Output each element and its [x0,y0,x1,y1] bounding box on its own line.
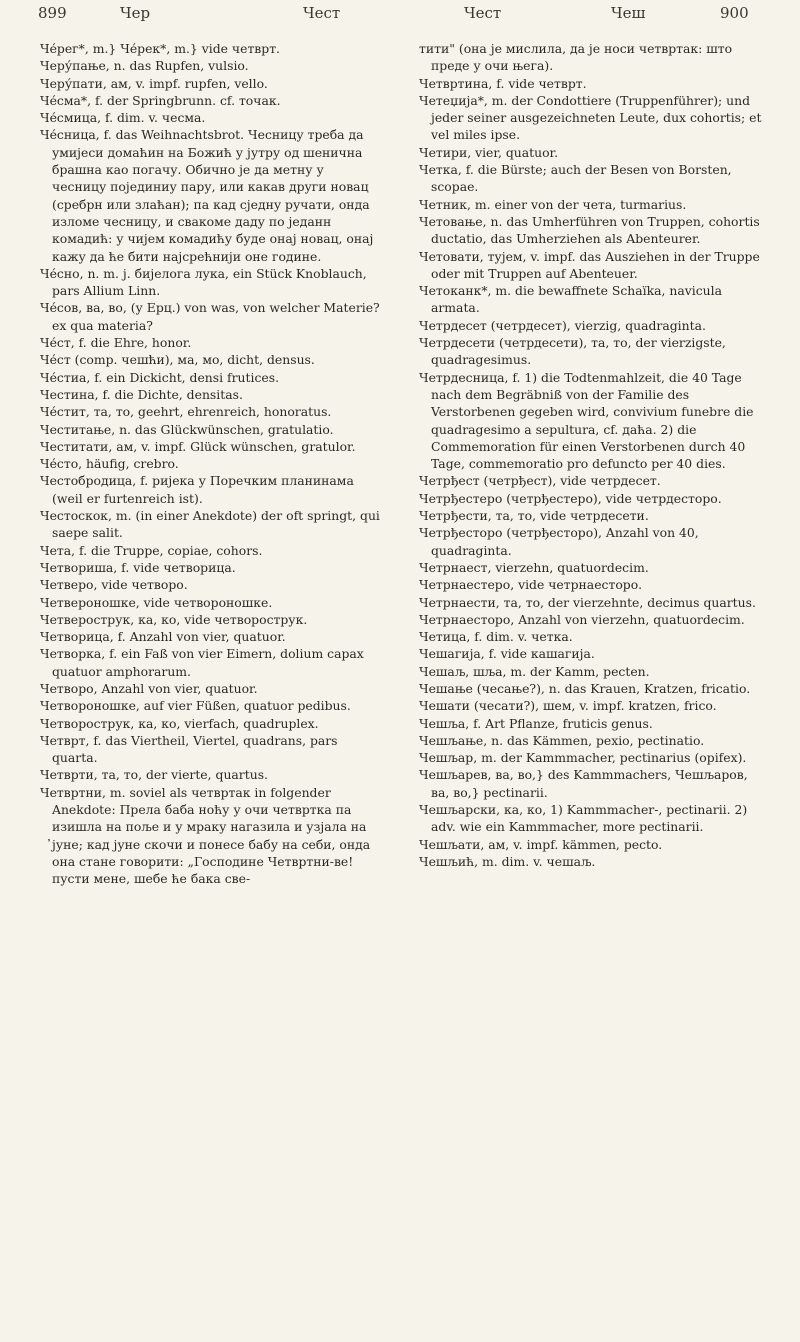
left-guide-word-2: Чест [303,4,341,22]
dictionary-entry: Че́сто, häufig, crebro. [40,456,179,472]
dictionary-entry: Чешати (чесати?), шем, v. impf. kratzen, frico. [419,698,717,714]
dictionary-entry: Четка, f. die Bürste; auch der Besen von Borsten, scopae. [419,162,732,195]
dictionary-entry: Четрђести, та, то, vide четрдесети. [419,508,649,524]
dictionary-entry: Четвороношке, auf vier Füßen, quatuor pedibus. [40,698,351,714]
dictionary-entry: Четрђесторо (четрђесторо), Anzahl von 40, quadraginta. [419,525,699,558]
dictionary-entry: Четовање, n. das Umherführen von Truppen, cohortis ductatio, das Umherziehen als Abenteurer. [419,213,760,247]
dictionary-entry: Честитати, ам, v. impf. Glück wünschen, gratulor. [40,438,356,454]
dictionary-entry: Четврт, f. das Viertheil, Viertel, quadrans, pars quarta. [40,732,338,766]
right-column [419,40,768,1336]
dictionary-entry: тити" (она је мислила, да је носи четвртак: што преде у очи њега). [419,41,733,74]
dictionary-entry: Чешљарски, ка, ко, 1) Kammmacher-, pectinarii. 2) adv. wie ein Kammmacher, more pectinarii. [419,802,748,835]
dictionary-entry: Четворка, f. ein Faß von vier Eimern, dolium capax quatuor amphorarum. [40,646,364,679]
left-column [40,40,380,1336]
dictionary-entry: Четверострук, ка, ко, vide четворострук. [40,611,308,627]
dictionary-entry: Четник, m. einer von der чета, turmarius. [419,196,687,212]
dictionary-entry: Чешање (чесање?), n. das Krauen, Kratzen, fricatio. [419,680,751,696]
dictionary-entry: Четрнаест, vierzehn, quatuordecim. [419,559,649,575]
dictionary-entry: Четрдесница, f. 1) die Todtenmahlzeit, die 40 Tage nach dem Begräbniß von der Familie des Verstorbenen gegeben wird, convivium funebre die quadragesimo a sepultura, cf. даћа. 2) die Commemoration für einen Verstorbenen durch 40 Tage, commemoratio pro defuncto per 40 dies. [419,369,754,472]
dictionary-entry: Че́рег*, m.} Че́рек*, m.} vide четврт. [40,41,280,56]
dictionary-entry: Че́ст, f. die Ehre, honor. [40,335,192,351]
dictionary-entry: Чешља, f. Art Pflanze, fruticis genus. [419,715,653,731]
dictionary-entry: Че́смица, f. dim. v. чесма. [40,110,206,126]
dictionary-entry: Четрнаестеро, vide четрнаесторо. [419,577,643,593]
dictionary-entry: Четовати, тујем, v. impf. das Ausziehen in der Truppe oder mit Truppen auf Abenteuer. [419,248,760,281]
dictionary-entry: Четвртина, f. vide четврт. [419,75,587,91]
dictionary-entry: Че́сов, ва, во, (у Ерц.) von was, von welcher Materie? ex qua materia? [40,300,380,333]
dictionary-entry: Че́сница, f. das Weihnachtsbrot. Чесницу треба да умијеси домаћин на Божић у јутру од шенична брашна као погачу. Обично је да метну у чесницу појединиу пару, или какав други новац (сребрн или злаћан); па кад сједну ручати, онда изломе чесницу, и свакоме даду по једанн комадић: у чијем комадићу буде онај новац, онај кажу да ће бити најсрећнији оне године. [40,127,374,264]
dictionary-entry: Че́стиа, f. ein Dickicht, densi frutices. [40,369,280,385]
dictionary-entry: Чешљар, m. der Kammmacher, pectinarius (opifex). [419,750,747,766]
dictionary-entry: Чешљање, n. das Kämmen, pexio, pectinatio. [419,732,705,748]
dictionary-entry: Четрнаести, та, то, der vierzehnte, decimus quartus. [419,594,756,610]
dictionary-entry: Четрдесети (четрдесети), та, то, der vierzigste, quadragesimus. [419,335,726,368]
dictionary-entry: Четвртни, m. soviel als четвртак in folgender Anekdote: Прела баба ноћу у очи четвртка па изишла на поље и у мраку нагазила и узјала на ̓јуне; кад јуне скочи и понесе бабу на себи, онда она стане говорити: „Господине Четвртни-ве! пусти мене, шебе ће бака све- [40,784,371,887]
dictionary-entry: Четвероношке, vide четвороношке. [40,594,273,610]
dictionary-entry: Четворо, Anzahl von vier, quatuor. [40,680,258,696]
right-guide-word-1: Чест [464,4,502,22]
dictionary-entry: Четрђест (четрђест), vide четрдесет. [419,473,661,489]
dictionary-entry: Четрнаесторо, Anzahl von vierzehn, quatuordecim. [419,611,745,627]
dictionary-entry: Четврти, та, то, der vierte, quartus. [40,767,268,783]
dictionary-entry: Чешљић, m. dim. v. чешаљ. [419,853,596,869]
left-guide-word-1: Чер [120,4,151,22]
dictionary-entry: Чета, f. die Truppe, copiae, cohors. [40,542,263,558]
dictionary-entry: Чешаљ, шља, m. der Kamm, pecten. [419,663,650,679]
dictionary-entry: Честоскок, m. (in einer Anekdote) der oft springt, qui saepe salit. [40,508,380,541]
right-guide-word-2: Чеш [611,4,646,22]
dictionary-entry: Че́сма*, f. der Springbrunn. cf. точак. [40,92,281,108]
dictionary-entry: Четица, f. dim. v. четка. [419,629,573,645]
dictionary-entry: Четворострук, ка, ко, vierfach, quadruplex. [40,715,319,731]
right-page-number: 900 [720,4,749,22]
dictionary-entry: Черу́пати, ам, v. impf. rupfen, vello. [40,75,268,91]
dictionary-entry: Четрдесет (четрдесет), vierzig, quadraginta. [419,317,706,333]
dictionary-entry: Чешљати, ам, v. impf. kämmen, pecto. [419,836,663,852]
dictionary-entry: Честина, f. die Dichte, densitas. [40,386,243,402]
dictionary-entry: Черу́пање, n. das Rupfen, vulsio. [40,58,249,74]
dictionary-entry: Че́стит, та, то, geehrt, ehrenreich, honoratus. [40,404,332,420]
dictionary-entry: Четоканк*, m. die bewaffnete Schaïka, navicula armata. [419,283,722,316]
dictionary-entry: Честитање, n. das Glückwünschen, gratulatio. [40,421,334,437]
dictionary-entry: Четеџија*, m. der Condottiere (Truppenführer); und jeder seiner ausgezeichneten Leute, dux cohortis; et vel miles ipse. [419,92,762,143]
dictionary-entry: Четворица, f. Anzahl von vier, quatuor. [40,629,286,645]
left-page-number: 899 [38,4,67,22]
dictionary-entry: Четвориша, f. vide четворица. [40,559,236,575]
dictionary-entry: Честобродица, f. ријека у Поречким планинама (weil er furtenreich ist). [40,473,354,506]
dictionary-entry: Чешљарев, ва, во,} des Kammmachers, Чешљаров, ва, во,} pectinarii. [419,767,748,800]
dictionary-entry: Че́сно, n. m. j. бијелога лука, ein Stück Knoblauch, pars Allium Linn. [40,265,367,299]
dictionary-entry: Четверо, vide четворо. [40,577,188,593]
dictionary-entry: Четрђестеро (четрђестеро), vide четрдесторо. [419,490,722,506]
dictionary-entry: Четири, vier, quatuor. [419,144,559,160]
dictionary-entry: Че́ст (comp. чешћи), ма, мо, dicht, densus. [40,352,315,368]
dictionary-entry: Чешагија, f. vide кашагија. [419,646,595,662]
